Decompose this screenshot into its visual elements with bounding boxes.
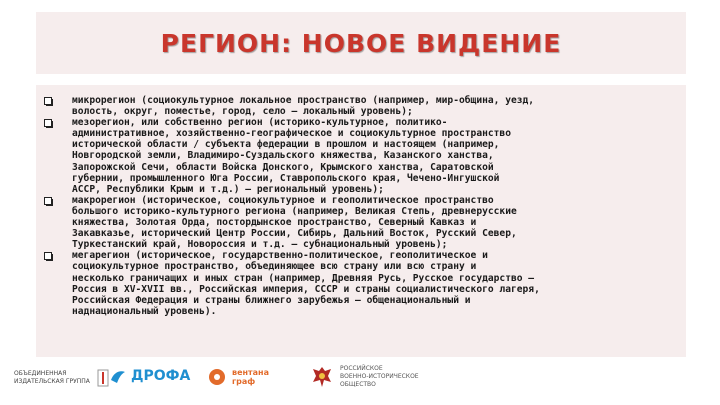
ventana-graf-logo	[206, 366, 269, 388]
checkbox-bullet-icon	[44, 119, 52, 127]
list-item-megaregion	[36, 250, 686, 317]
bullet-list	[36, 95, 686, 317]
checkbox-bullet-icon	[44, 252, 52, 260]
content-panel	[36, 85, 686, 357]
double-headed-eagle-icon	[310, 364, 334, 390]
ventana-graf-logo-text: вентана граф	[232, 368, 269, 386]
slide-title: РЕГИОН: НОВОЕ ВИДЕНИЕ	[160, 28, 562, 58]
list-item-microregion	[36, 95, 686, 117]
publishing-group-logo	[14, 368, 110, 388]
drofa-bird-icon	[108, 366, 128, 386]
rvio-logo	[310, 364, 419, 390]
drofa-logo	[108, 366, 190, 386]
list-item-text: мегарегион (историческое, государственно-политическое, геополитическое и социокультурное пространство, объединяющее всю страну или всю страну и несколько граничащих и иных стран (например, Древняя Русь, Русское государство – Россия в XV-XVII вв., Российская империя, СССР и страны социалистического лагеря, Российская Федерация и страны ближнего зарубежья – общенациональный и наднациональный уровень).	[72, 250, 540, 317]
list-item-mesoregion	[36, 117, 686, 195]
ventana-graf-star-icon	[206, 366, 228, 388]
publishing-group-logo-text: ОБЪЕДИНЕННАЯ ИЗДАТЕЛЬСКАЯ ГРУППА	[14, 370, 90, 385]
drofa-logo-text: ДРОФА	[131, 368, 191, 384]
checkbox-bullet-icon	[44, 197, 52, 205]
list-item-text: мезорегион, или собственно регион (историко-культурное, политико- административное, хозяйственно-географическое и социокультурное пространство исторической области / субъекта федерации в прошлом и настоящем (например, Новгородской земли, Владимиро-Суздальского княжества, Казанского ханства, Запорожской Сечи, области Войска Донского, Крымского ханства, Саратовской губернии, промышленного Юга России, Ставропольского края, Чечено-Ингушской АССР, Республики Крым и т.д.) – региональный уровень);	[72, 117, 511, 195]
footer-logos	[0, 360, 720, 405]
list-item-macroregion	[36, 195, 686, 250]
title-bar	[36, 12, 686, 74]
checkbox-bullet-icon	[44, 97, 52, 105]
rvio-logo-text: РОССИЙСКОЕ ВОЕННО-ИСТОРИЧЕСКОЕ ОБЩЕСТВО	[340, 365, 419, 388]
list-item-text: макрорегион (историческое, социокультурное и геополитическое пространство большого историко-культурного региона (например, Великая Степь, древнерусские княжества, Золотая Орда, постордынское пространство, Северный Кавказ и Закавказье, исторический Центр России, Сибирь, Дальний Восток, Русский Север, Туркестанский край, Новороссия и т.д. – субнациональный уровень);	[72, 194, 517, 251]
list-item-text: микрорегион (социокультурное локальное пространство (например, мир-община, уезд, волость, округ, поместье, город, село – локальный уровень);	[72, 95, 535, 118]
